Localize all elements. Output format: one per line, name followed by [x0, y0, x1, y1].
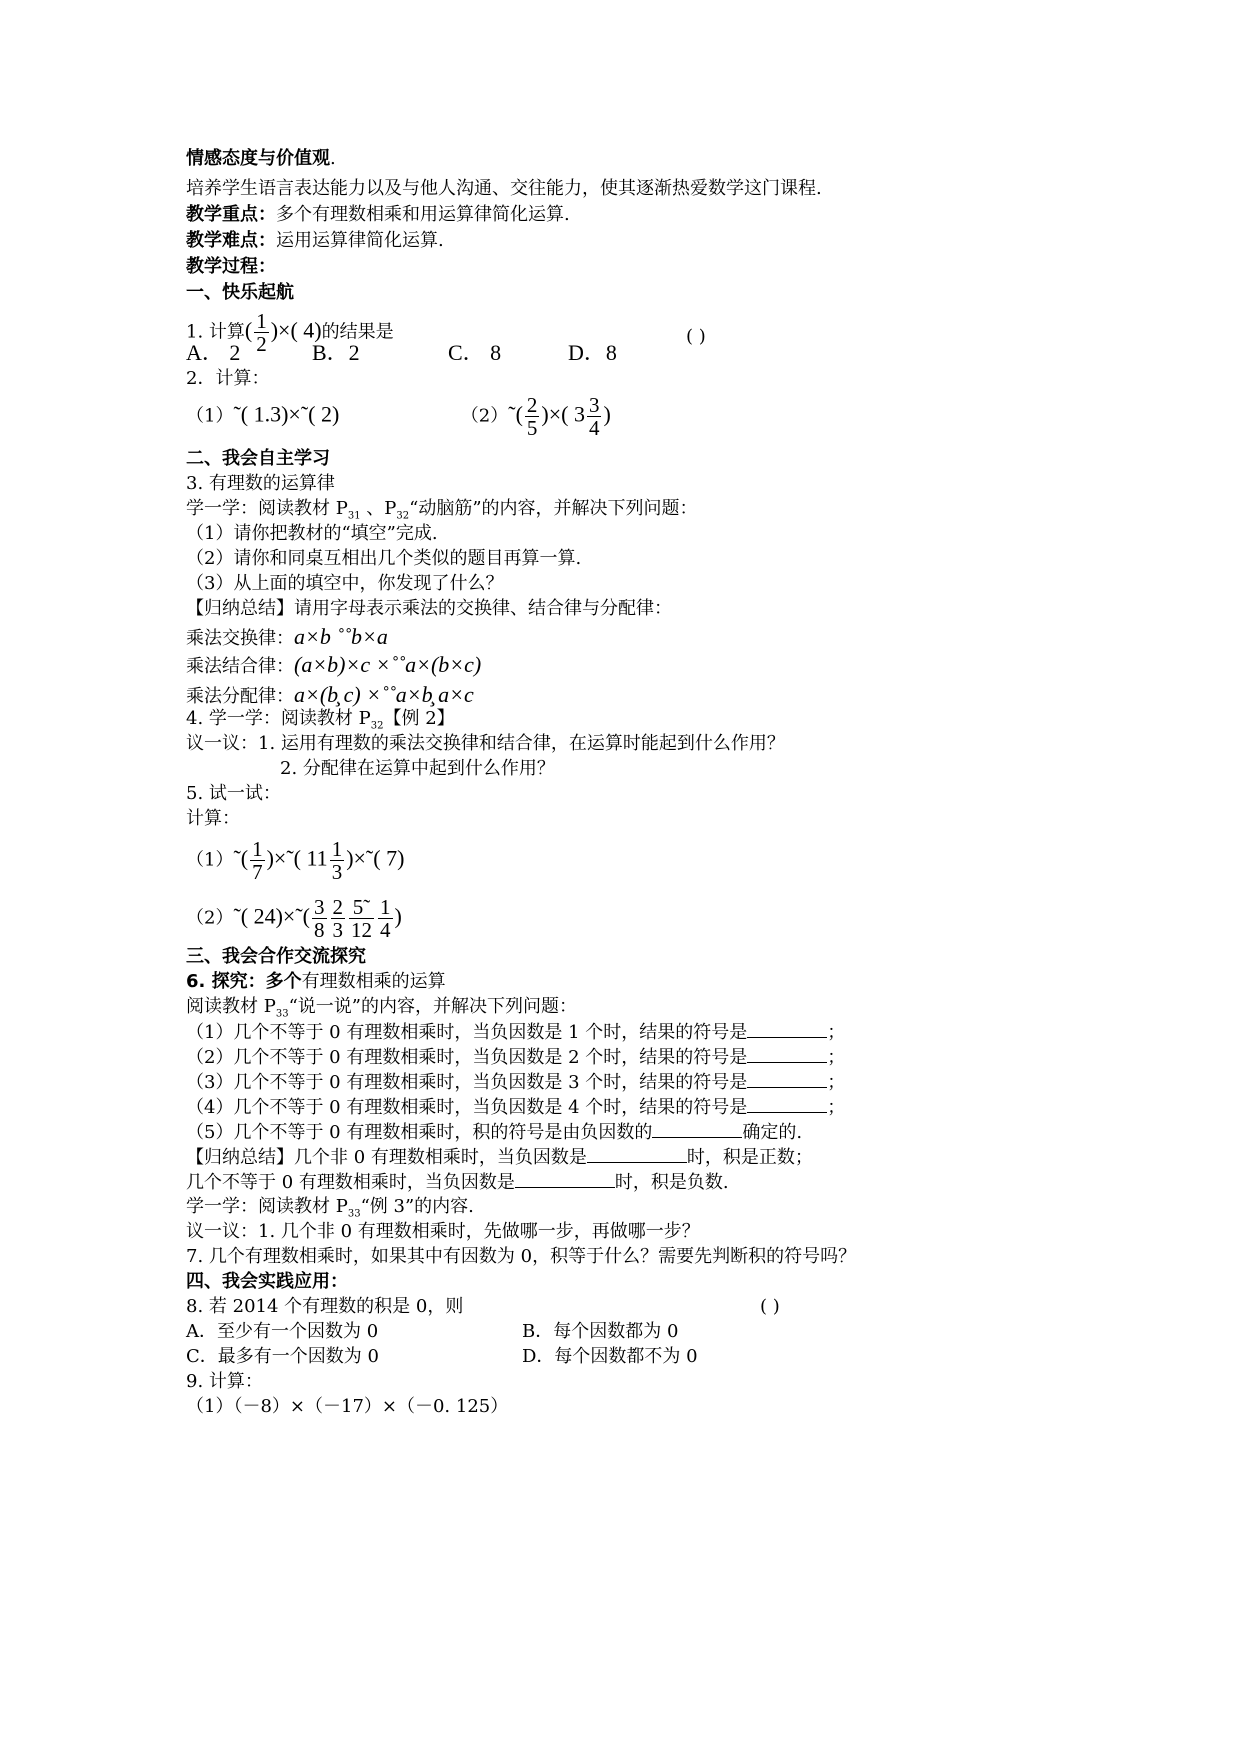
q6-item-3 — [186, 1073, 845, 1092]
q4-discuss-2: 2. 分配律在运算中起到什么作用？ — [280, 758, 555, 779]
q9-title: 9. 计算： — [186, 1371, 263, 1392]
q3-learn-a: 学一学：阅读教材 P — [186, 498, 348, 519]
section1-heading: 一、快乐起航 — [186, 282, 294, 303]
law3-formula: a×(b̧ c) ×˚˚a×b̧ a×c — [294, 682, 474, 707]
q3-item-2: （2）请你和同桌互相出几个类似的题目再算一算. — [186, 548, 582, 569]
q5-p1-frac1-num: 1 — [252, 837, 263, 861]
law1-formula: a×b ˚˚b×a — [294, 624, 388, 649]
q6-learn — [186, 1198, 474, 1220]
q5-p2-frac4-den: 4 — [380, 918, 391, 943]
q1-option-b: B．2 — [312, 340, 360, 365]
q3-learn-end: “动脑筋”的内容，并解决下列问题： — [409, 498, 698, 519]
q6-blank-4[interactable] — [747, 1098, 827, 1113]
q3-law2 — [186, 654, 481, 676]
q2-p2-frac1 — [525, 394, 540, 439]
q5-p2-a: ˜( 24)×˜( — [233, 903, 310, 929]
q8-option-d: D．每个因数都不为 0 — [522, 1346, 698, 1367]
q6-semi-3: ； — [827, 1072, 846, 1093]
q6-blank-2[interactable] — [747, 1048, 827, 1063]
q6-item-5 — [186, 1123, 802, 1142]
q3-title: 3. 有理数的运算律 — [186, 473, 335, 494]
q6-summary-2 — [186, 1173, 729, 1192]
q6-blank-6[interactable] — [587, 1148, 687, 1163]
q9-part1: （1）（－8）×（－17）×（－0. 125） — [186, 1396, 509, 1417]
q1-den: 2 — [256, 332, 267, 357]
q6-learn-sub: 33 — [347, 1208, 361, 1220]
law2-formula: (a×b)×c ×˚˚a×(b×c) — [294, 652, 482, 677]
q2-p2-frac2 — [587, 394, 602, 439]
section3-heading: 三、我会合作交流探究 — [186, 946, 366, 967]
q6-sum-b: 时，积是正数； — [686, 1147, 813, 1168]
q5-p1-frac1-den: 7 — [252, 860, 263, 885]
section4-heading: 四、我会实践应用： — [186, 1271, 348, 1292]
q5-p2-frac2 — [331, 896, 346, 941]
q6-read-a: 阅读教材 P — [186, 996, 276, 1017]
q6-item-5-b: 确定的. — [742, 1122, 803, 1143]
q3-law1 — [186, 626, 388, 648]
q2-parts — [186, 394, 611, 439]
q6-summary-1 — [186, 1148, 813, 1167]
q2-p1-expr: ˜( 1.3)×˜( 2) — [233, 401, 340, 427]
q6-read-sub: 33 — [275, 1008, 289, 1020]
q2-p2-label: （2） — [460, 405, 509, 427]
q5-p1-frac2 — [330, 838, 345, 883]
q6-sum-a: 【归纳总结】几个非 0 有理数相乘时，当负因数是 — [186, 1147, 587, 1168]
q3-summary: 【归纳总结】请用字母表示乘法的交换律、结合律与分配律： — [186, 598, 672, 619]
q6-learn-end: “例 3”的内容. — [360, 1196, 474, 1217]
q3-item-3: （3）从上面的填空中，你发现了什么？ — [186, 573, 504, 594]
q6-semi-1: ； — [827, 1022, 846, 1043]
q4-end: 【例 2】 — [383, 708, 455, 729]
q8-answer-paren: ( ) — [760, 1296, 780, 1317]
q2-frac2-den: 4 — [588, 416, 600, 441]
q6-blank-7[interactable] — [515, 1173, 615, 1188]
q6-read — [186, 998, 577, 1020]
q7-text: 7. 几个有理数相乘时，如果其中有因数为 0，积等于什么？需要先判断积的符号吗？ — [186, 1246, 857, 1267]
q5-p2-frac4-num: 1 — [380, 895, 391, 919]
law2-label: 乘法结合律： — [186, 656, 294, 677]
q5-p1-frac2-num: 1 — [331, 837, 343, 861]
q6-item-5-a: （5）几个不等于 0 有理数相乘时，积的符号是由负因数的 — [186, 1122, 653, 1143]
q5-p2-frac2-den: 3 — [332, 918, 343, 943]
focus-text: 多个有理数相乘和用运算律简化运算. — [276, 204, 570, 225]
q1-answer-paren: ( ) — [686, 326, 706, 347]
q2-p1-label: （1） — [186, 405, 234, 427]
q6-item-4 — [186, 1098, 845, 1117]
difficulty-label: 教学难点： — [186, 230, 276, 251]
q5-p1-frac1 — [250, 838, 265, 883]
q5-p2-frac3 — [349, 896, 374, 941]
q1-expr-c: ( 4) — [290, 317, 322, 343]
s1-title: 情感态度与价值观 — [186, 148, 330, 169]
q6-item-2 — [186, 1048, 845, 1067]
difficulty-text: 运用运算律简化运算. — [276, 230, 444, 251]
q5-p2-frac3-den: 12 — [351, 918, 372, 943]
q5-p1-b: )×˜( 11 — [266, 845, 328, 871]
q6-read-end: “说一说”的内容，并解决下列问题： — [288, 996, 577, 1017]
q4-line — [186, 710, 455, 732]
s1-title-line — [186, 150, 336, 168]
s1-text: 培养学生语言表达能力以及与他人沟通、交往能力，使其逐渐热爱数学这门课程. — [186, 178, 822, 199]
q8-text: 8. 若 2014 个有理数的积是 0，则 — [186, 1296, 464, 1317]
q1-expr-a: ( — [244, 317, 253, 343]
q1-num: 1 — [256, 309, 267, 333]
q4-discuss-1: 议一议：1. 运用有理数的乘法交换律和结合律，在运算时能起到什么作用？ — [186, 733, 785, 754]
q8-option-b: B．每个因数都为 0 — [522, 1321, 679, 1342]
q2-frac1-den: 5 — [526, 416, 538, 441]
q4-sub: 32 — [370, 720, 384, 732]
q5-p2-frac1-den: 8 — [314, 918, 325, 943]
law1-label: 乘法交换律： — [186, 628, 294, 649]
q6-item-3-text: （3）几个不等于 0 有理数相乘时，当负因数是 3 个时，结果的符号是 — [186, 1072, 748, 1093]
q3-item-1: （1）请你把教材的“填空”完成. — [186, 523, 438, 544]
q6-blank-5[interactable] — [652, 1123, 742, 1138]
q5-calc: 计算： — [186, 808, 240, 829]
q1-option-a: A． 2 — [186, 340, 241, 365]
q5-p2-frac2-num: 2 — [332, 895, 343, 919]
q1-option-d: D．8 — [568, 340, 617, 365]
focus-label: 教学重点： — [186, 204, 276, 225]
q5-p1-a: ˜( — [233, 845, 249, 871]
difficulty-line — [186, 232, 444, 250]
q6-item-1-text: （1）几个不等于 0 有理数相乘时，当负因数是 1 个时，结果的符号是 — [186, 1022, 748, 1043]
q4-text: 4. 学一学：阅读教材 P — [186, 708, 371, 729]
q6-blank-1[interactable] — [747, 1023, 827, 1038]
q5-title: 5. 试一试： — [186, 783, 281, 804]
q8-option-c: C．最多有一个因数为 0 — [186, 1346, 379, 1367]
q2-p2-b: )×( 3 — [541, 401, 585, 427]
q6-item-2-text: （2）几个不等于 0 有理数相乘时，当负因数是 2 个时，结果的符号是 — [186, 1047, 748, 1068]
q6-item-4-text: （4）几个不等于 0 有理数相乘时，当负因数是 4 个时，结果的符号是 — [186, 1097, 748, 1118]
q3-law3 — [186, 684, 474, 706]
q1-suffix: 的结果是 — [321, 321, 394, 343]
q5-p2-frac4 — [378, 896, 393, 941]
q6-title — [186, 973, 446, 991]
focus-line — [186, 206, 570, 224]
q3-sub2: 32 — [396, 510, 410, 522]
q6-sum2-a: 几个不等于 0 有理数相乘时，当负因数是 — [186, 1172, 515, 1193]
q5-p2-c: ) — [394, 903, 402, 929]
q2-p2-a: ˜( — [508, 401, 523, 427]
q6-title-a: 6. 探究：多个 — [186, 971, 302, 992]
q6-discuss: 议一议：1. 几个非 0 有理数相乘时，先做哪一步，再做哪一步？ — [186, 1221, 700, 1242]
q5-p2-frac3-num: 5˜ — [349, 896, 374, 919]
q3-learn — [186, 500, 698, 522]
law3-label: 乘法分配律： — [186, 686, 294, 707]
q6-sum2-b: 时，积是负数. — [614, 1172, 729, 1193]
q6-item-1 — [186, 1023, 845, 1042]
q2-frac1-num: 2 — [526, 393, 538, 417]
q1-fraction — [254, 310, 269, 355]
q6-title-b: 有理数相乘的运算 — [301, 971, 446, 992]
q2-frac2-num: 3 — [588, 393, 600, 417]
q1-option-c: C． 8 — [448, 340, 502, 365]
q5-p2-frac1 — [312, 896, 327, 941]
process-heading: 教学过程： — [186, 256, 276, 277]
q2-p2-c: ) — [603, 401, 611, 427]
q8-option-a: A．至少有一个因数为 0 — [186, 1321, 379, 1342]
q2-label: 2．计算： — [186, 368, 270, 389]
q5-p1-c: )×˜( 7) — [346, 845, 405, 871]
q5-part2 — [186, 896, 402, 941]
q5-part1 — [186, 838, 404, 883]
q6-semi-2: ； — [827, 1047, 846, 1068]
q5-p1-label: （1） — [186, 849, 234, 871]
q6-learn-a: 学一学：阅读教材 P — [186, 1196, 348, 1217]
q6-semi-4: ； — [827, 1097, 846, 1118]
q1-prefix: 1. 计算 — [186, 321, 245, 343]
s1-title-end: . — [330, 148, 336, 169]
q5-p1-frac2-den: 3 — [331, 860, 343, 885]
q5-p2-label: （2） — [186, 907, 234, 929]
q5-p2-frac1-num: 3 — [314, 895, 325, 919]
q6-blank-3[interactable] — [747, 1073, 827, 1088]
q3-sub1: 31 — [347, 510, 361, 522]
q1-expr-b: )× — [270, 317, 291, 343]
q3-learn-mid: 、P — [360, 498, 397, 519]
section2-heading: 二、我会自主学习 — [186, 448, 330, 469]
